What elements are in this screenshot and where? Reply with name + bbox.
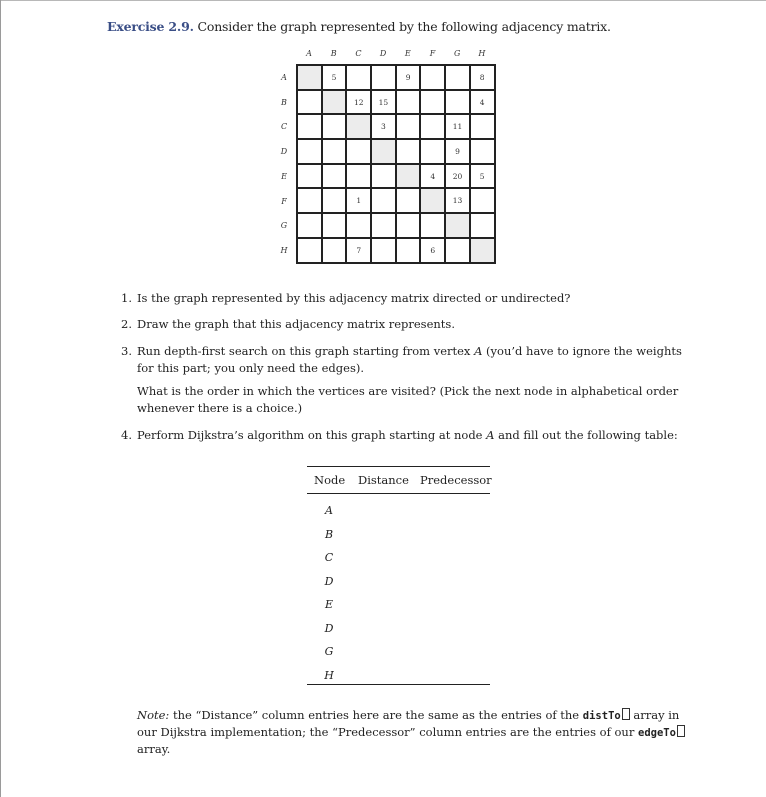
- question-4: 4. Perform Dijkstra’s algorithm on this graph starting at node A and fill out the following table:: [121, 428, 678, 442]
- matrix-cell: [371, 164, 396, 189]
- exercise-prompt: Consider the graph represented by the following adjacency matrix.: [197, 19, 611, 34]
- code-distto: distTo: [582, 710, 621, 722]
- matrix-cell: [297, 164, 322, 189]
- matrix-cell: [346, 139, 371, 164]
- matrix-column-label: D: [379, 49, 387, 58]
- matrix-cell: [297, 213, 322, 238]
- matrix-cell: [420, 90, 445, 115]
- matrix-row-label: B: [281, 97, 287, 107]
- page-left-border: [0, 0, 1, 797]
- matrix-cell: 5: [322, 65, 347, 90]
- matrix-cell: [445, 238, 470, 263]
- table-bottom-rule: [307, 684, 490, 685]
- matrix-cell: [297, 139, 322, 164]
- matrix-diagonal-cell: [346, 114, 371, 139]
- matrix-cell: [371, 188, 396, 213]
- matrix-cell: 5: [470, 164, 495, 189]
- matrix-cell: [297, 114, 322, 139]
- matrix-cell: [322, 213, 347, 238]
- note-line-1: Note: the “Distance” column entries here are the same as the entries of the distTo array in: [137, 708, 680, 722]
- matrix-row-label: D: [280, 147, 288, 157]
- table-top-rule: [307, 466, 490, 467]
- matrix-cell: [420, 114, 445, 139]
- matrix-cell: [322, 139, 347, 164]
- matrix-cell: 20: [445, 164, 470, 189]
- vertex-variable: A: [474, 344, 483, 358]
- question-3: 3. Run depth-first search on this graph starting from vertex A (you’d have to ignore the weights: [121, 344, 682, 358]
- table-node-cell: C: [324, 551, 334, 564]
- array-brackets-icon: [622, 708, 630, 720]
- matrix-cell: [420, 213, 445, 238]
- table-node-cell: D: [324, 621, 334, 635]
- matrix-diagonal-cell: [371, 139, 396, 164]
- matrix-diagonal-cell: [470, 238, 495, 263]
- matrix-cell: [322, 188, 347, 213]
- matrix-row-label: A: [281, 73, 287, 82]
- matrix-cell: [371, 65, 396, 90]
- matrix-column-label: C: [355, 49, 362, 58]
- table-header-rule: [307, 493, 490, 494]
- header-node: Node: [314, 473, 346, 487]
- matrix-cell: [346, 164, 371, 189]
- matrix-cell: 11: [445, 114, 470, 139]
- matrix-column-label: H: [478, 49, 486, 58]
- matrix-row-label: G: [280, 221, 288, 231]
- matrix-diagonal-cell: [297, 65, 322, 90]
- matrix-cell: [322, 238, 347, 263]
- matrix-cell: [322, 114, 347, 139]
- question-1: 1. Is the graph represented by this adjacency matrix directed or undirected?: [121, 291, 571, 305]
- array-brackets-icon: [677, 725, 685, 737]
- start-node-variable: A: [486, 428, 495, 442]
- matrix-row-label: C: [280, 122, 288, 132]
- matrix-column-label: E: [404, 49, 411, 58]
- code-edgeto: edgeTo: [638, 727, 676, 739]
- matrix-cell: [396, 114, 421, 139]
- note-line-2: our Dijkstra implementation; the “Predecessor” column entries are the entries of our edgeTo: [137, 724, 685, 742]
- matrix-cell: 6: [420, 238, 445, 263]
- header-predecessor: Predecessor: [420, 473, 492, 487]
- matrix-cell: [346, 65, 371, 90]
- matrix-cell: 13: [445, 188, 470, 213]
- matrix-cell: 8: [470, 65, 495, 90]
- table-node-cell: E: [324, 598, 334, 611]
- matrix-cell: [445, 90, 470, 115]
- table-node-cell: B: [324, 527, 334, 541]
- table-node-cell: H: [324, 668, 334, 682]
- matrix-cell: 3: [371, 114, 396, 139]
- matrix-cell: [371, 213, 396, 238]
- adjacency-matrix: [296, 64, 496, 264]
- matrix-cell: [396, 213, 421, 238]
- matrix-cell: [346, 213, 371, 238]
- matrix-cell: [470, 114, 495, 139]
- matrix-row-label: E: [281, 171, 287, 181]
- note-label: Note:: [137, 708, 170, 722]
- matrix-cell: [297, 238, 322, 263]
- matrix-diagonal-cell: [322, 90, 347, 115]
- matrix-cell: [322, 164, 347, 189]
- page-top-border: [0, 0, 766, 1]
- matrix-cell: [445, 65, 470, 90]
- matrix-cell: 9: [396, 65, 421, 90]
- matrix-column-label: B: [330, 49, 337, 58]
- matrix-cell: [420, 139, 445, 164]
- question-3-continued: for this part; you only need the edges).: [137, 361, 365, 375]
- matrix-cell: [396, 188, 421, 213]
- table-node-cell: D: [324, 574, 334, 588]
- matrix-cell: [297, 90, 322, 115]
- matrix-cell: 12: [346, 90, 371, 115]
- matrix-column-label: G: [453, 49, 461, 58]
- matrix-cell: 7: [346, 238, 371, 263]
- matrix-diagonal-cell: [445, 213, 470, 238]
- question-3-followup: What is the order in which the vertices are visited? (Pick the next node in alphabetical order: [137, 384, 679, 398]
- matrix-cell: 9: [445, 139, 470, 164]
- exercise-number: Exercise 2.9.: [107, 19, 194, 34]
- matrix-cell: [470, 139, 495, 164]
- matrix-cell: 4: [420, 164, 445, 189]
- question-3-followup-continued: whenever there is a choice.): [137, 401, 303, 415]
- matrix-cell: [297, 188, 322, 213]
- header-distance: Distance: [358, 473, 409, 487]
- matrix-diagonal-cell: [396, 164, 421, 189]
- exercise-heading: [107, 19, 611, 34]
- matrix-column-label: A: [306, 49, 312, 58]
- matrix-diagonal-cell: [420, 188, 445, 213]
- matrix-column-label: F: [429, 49, 436, 58]
- matrix-row-label: H: [280, 245, 288, 255]
- matrix-cell: 4: [470, 90, 495, 115]
- note-line-3: array.: [137, 742, 171, 756]
- matrix-cell: 1: [346, 188, 371, 213]
- matrix-cell: [470, 188, 495, 213]
- question-2: 2. Draw the graph that this adjacency matrix represents.: [121, 317, 455, 331]
- table-node-cell: G: [324, 645, 334, 658]
- matrix-row-label: F: [281, 196, 287, 206]
- matrix-cell: [396, 90, 421, 115]
- matrix-cell: [396, 139, 421, 164]
- matrix-cell: [371, 238, 396, 263]
- matrix-cell: [396, 238, 421, 263]
- matrix-cell: [470, 213, 495, 238]
- matrix-cell: 15: [371, 90, 396, 115]
- matrix-cell: [420, 65, 445, 90]
- table-node-cell: A: [325, 504, 333, 517]
